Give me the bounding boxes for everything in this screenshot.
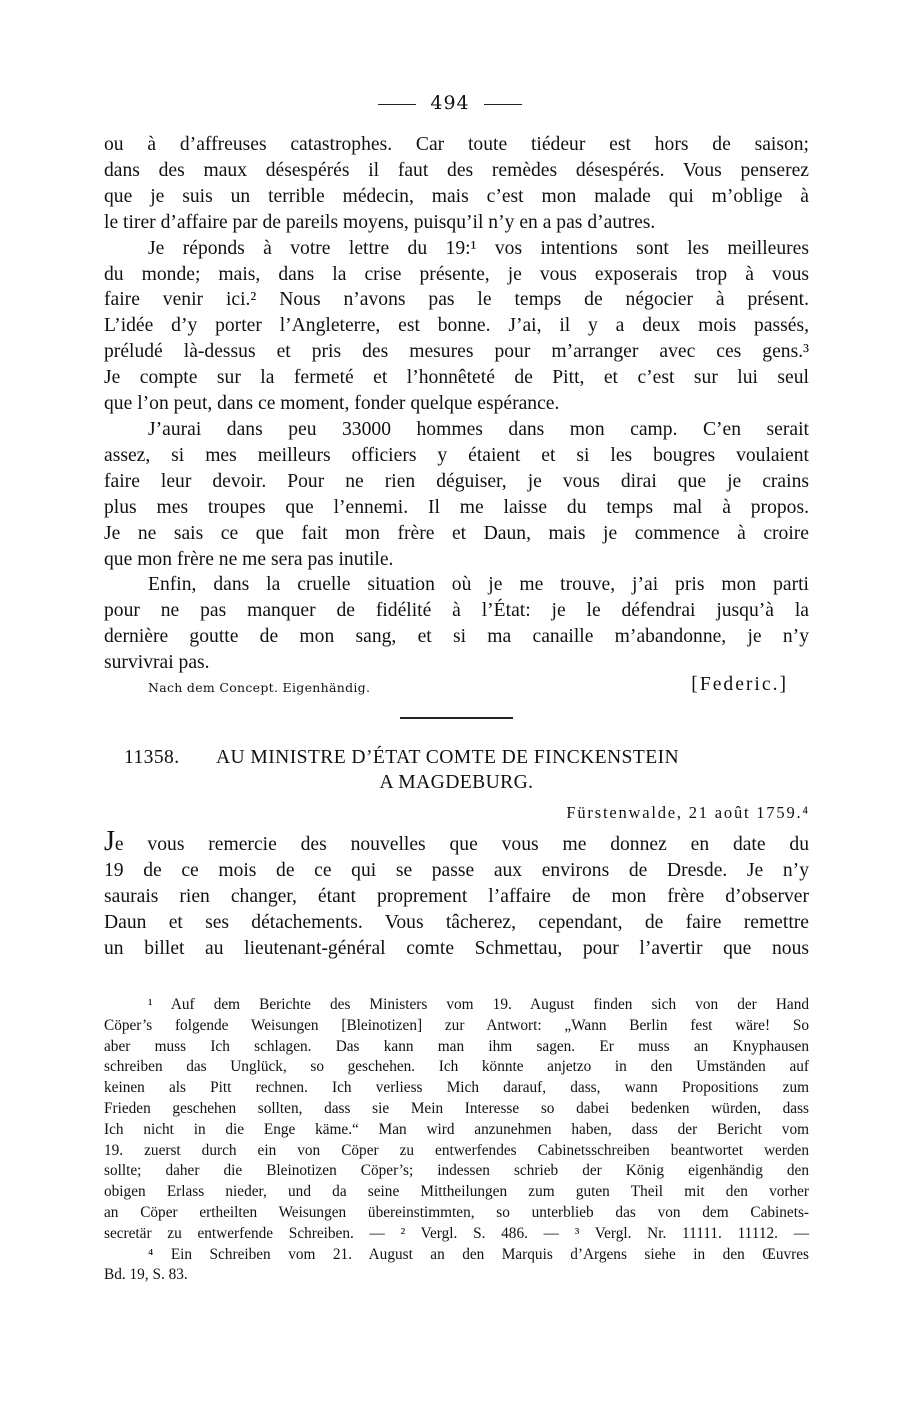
footnote-line: aber muss Ich schlagen. Das kann man ihm sagen. Er muss an Knyphausen: [104, 1037, 809, 1055]
text-line: 19 de ce mois de ce qui se passe aux environs de Dresde. Je n’y: [104, 860, 809, 881]
text-line: un billet au lieutenant-général comte Schmettau, pour l’avertir que nous: [104, 938, 809, 959]
letter-continued-body: [104, 132, 809, 676]
footnote-line: keinen als Pitt rechnen. Ich verliess Mich darauf, dass, wann Propositions zum: [104, 1079, 809, 1097]
footnote-line: Bd. 19, S. 83.: [104, 1266, 188, 1284]
footnote-line: Frieden geschehen sollten, dass sie Mein Interesse so dabei bedenken würden, dass: [104, 1099, 809, 1117]
text-line: ou à d’affreuses catastrophes. Car toute tiédeur est hors de saison;: [104, 134, 809, 155]
text-line: assez, si mes meilleurs officiers y étaient et si les bougres voulaient: [104, 444, 809, 466]
text-line: Je ne sais ce que fait mon frère et Daun, mais je commence à croire: [104, 522, 809, 544]
text-line: Je compte sur la fermeté et l’honnêteté de Pitt, et c’est sur lui seul: [104, 367, 809, 389]
letter-body: [104, 826, 809, 962]
text-line: dernière goutte de mon sang, et si ma canaille m’abandonne, je n’y: [104, 626, 809, 648]
footnote-line: obigen Erlass nieder, und da seine Mittheilungen zum guten Theil mit den vorher: [104, 1183, 809, 1201]
source-note: Nach dem Concept. Eigenhändig.: [148, 680, 371, 695]
header-dash-left: [378, 104, 416, 105]
text-line: pour ne pas manquer de fidélité à l’État: je le défendrai jusqu’à la: [104, 600, 809, 622]
text-line: que mon frère ne me sera pas inutile.: [104, 548, 394, 570]
section-divider: [400, 717, 513, 719]
section-title-line2: A MAGDEBURG.: [379, 772, 534, 793]
text-line: le tirer d’affaire par de pareils moyens, puisqu’il n’y en a pas d’autres.: [104, 211, 656, 233]
section-number: 11358.: [124, 747, 180, 768]
footnote-line: Ich nicht in die Enge käme.“ Man wird anzunehmen haben, dass der Bericht vom: [104, 1120, 809, 1138]
header-dash-right: [484, 104, 522, 105]
footnote-line: secretär zu entwerfende Schreiben. — ² Vergl. S. 486. — ³ Vergl. Nr. 11111. 11112. —: [104, 1224, 809, 1242]
page-number: 494: [430, 92, 470, 114]
footnote-line: ¹ Auf dem Berichte des Ministers vom 19. August finden sich von der Hand: [148, 996, 809, 1013]
text-line: Enfin, dans la cruelle situation où je me trouve, j’ai pris mon parti: [148, 574, 809, 596]
text-line: préludé là-dessus et pris des mesures pour m’arranger avec ces gens.³: [104, 341, 809, 363]
text-line: du monde; mais, dans la crise présente, je vous exposerais trop à vous: [104, 263, 809, 285]
text-line: L’idée d’y porter l’Angleterre, est bonne. J’ai, il y a deux mois passés,: [104, 315, 809, 337]
initial-letter: J: [104, 826, 115, 857]
footnote-line: an Cöper ertheilten Weisungen übereinstimmten, so unterblieb das von dem Cabinets-: [104, 1203, 809, 1221]
footnote-line: ⁴ Ein Schreiben vom 21. August an den Marquis d’Argens siehe in den Œuvres: [148, 1245, 809, 1263]
text-line: survivrai pas.: [104, 652, 210, 674]
running-header: [0, 92, 900, 114]
text-line: plus mes troupes que l’ennemi. Il me laisse du temps mal à propos.: [104, 496, 809, 518]
text-line-rest: e vous remercie des nouvelles que vous me donnez en date du: [114, 834, 809, 855]
text-line: saurais rien changer, étant proprement l’affaire de mon frère d’observer: [104, 886, 809, 907]
text-line: faire leur devoir. Pour ne rien déguiser, je vous dirai que je crains: [104, 470, 809, 492]
text-line: Daun et ses détachements. Vous tâcherez, cependant, de faire remettre: [104, 912, 809, 933]
place-date: Fürstenwalde, 21 août 1759.⁴: [566, 803, 810, 822]
footnote-line: 19. zuerst durch ein von Cöper zu entwerfendes Cabinetsschreiben beantwortet werden: [104, 1141, 809, 1159]
text-line: Je réponds à votre lettre du 19:¹ vos intentions sont les meilleures: [148, 237, 809, 259]
footnotes: [104, 995, 809, 1286]
text-line: que l’on peut, dans ce moment, fonder quelque espérance.: [104, 393, 560, 415]
text-line: faire venir ici.² Nous n’avons pas le temps de négocier à présent.: [104, 289, 809, 311]
footnote-line: Cöper’s folgende Weisungen [Bleinotizen] zur Antwort: „Wann Berlin fest wäre! So: [104, 1016, 809, 1034]
text-line: que je suis un terrible médecin, mais c’est mon malade qui m’oblige à: [104, 185, 809, 207]
footnote-line: schreiben das Unglück, so geschehen. Ich könnte anjetzo in den Umständen auf: [104, 1058, 809, 1076]
text-line: J’aurai dans peu 33000 hommes dans mon camp. C’en serait: [148, 418, 809, 440]
footnote-line: sollte; daher die Bleinotizen Cöper’s; indessen schrieb der König eigenhändig den: [104, 1162, 809, 1180]
signature: [Federic.]: [691, 674, 788, 695]
text-line: dans des maux désespérés il faut des remèdes désespérés. Vous penserez: [104, 159, 809, 181]
section-title-line1: AU MINISTRE D’ÉTAT COMTE DE FINCKENSTEIN: [216, 747, 680, 768]
text-line: [104, 826, 809, 858]
